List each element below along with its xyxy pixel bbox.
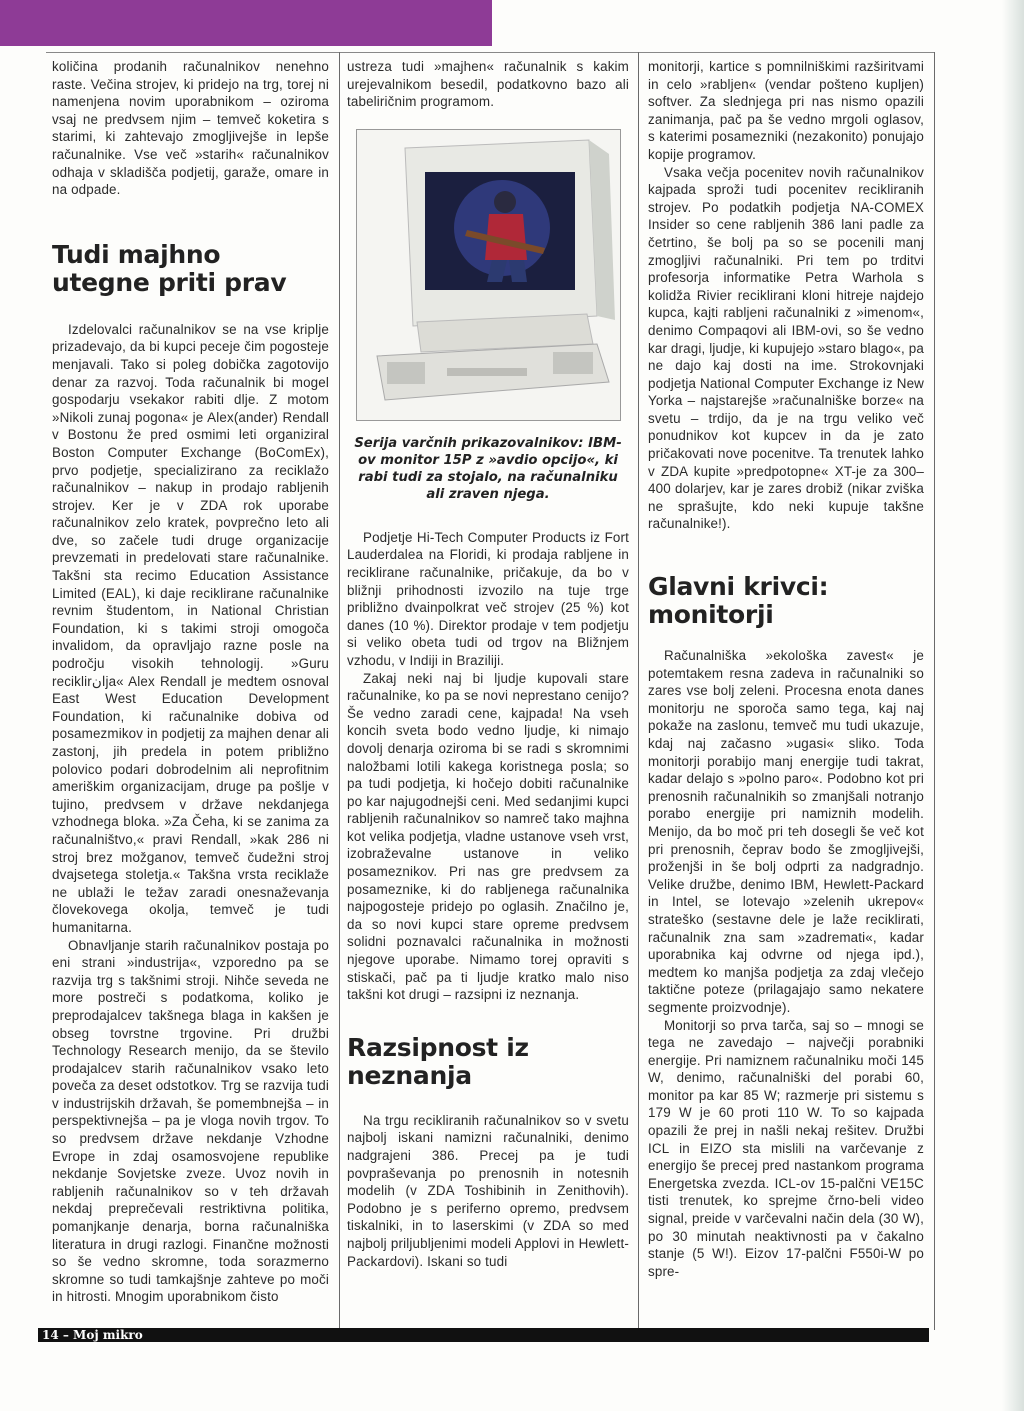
column-rule-right (934, 52, 935, 1330)
col2-paragraph-4: Na trgu recikliranih računalnikov so v svetu najbolj iskani namizni računalniki, denimo nadgrajeni 386. Precej pa je tudi povpraševanja po prenosnih in notesnih modelih (v ZDA Toshibinih in Zenithovih). Podobno je s periferno opremo, predvsem tiskalniki, in to laserskimi (v ZDA so med najbolj priljubljenimi modeli Applovi in Hewlett- Packardovi). Iskani so tudi (347, 1112, 629, 1269)
column-3 (648, 58, 924, 1280)
col2-paragraph-2: Podjetje Hi-Tech Computer Products iz Fort Lauderdalea na Floridi, ki prodaja rabljene in reciklirane računalnike, pričakuje, da bo v bližnji prihodnosti izvozilo na tuje trge približno dvainpolkrat več strojev (25 %) kot danes (10 %). Direktor prodaje v tem podjetju si veliko obeta tudi od trgov na Bližnjem vzhodu, v Indiji in Braziliji. (347, 529, 629, 668)
col3-paragraph-4: Monitorji so prva tarča, saj so – mnogi se tega ne zavedajo – največji porabniki energije. Pri namiznem računalniku moči 145 W, denimo, računalniški del porabi 60, monitor pa kar 85 W; razmerje pri sistemu s 179 W je 60 proti 110 W. To so kajpada opazili že prej in našli nekaj rešitev. Družbi ICL in EIZO sta mislili na varčevanje z energijo še precej pred nastankom programa Energetska zvezda. ICL-ov 15-palčni VE15C tisti trenutek, ko sprejme črno-beli video signal, preide v varčevalni način dela (30 W), po 30 minutah neaktivnosti pa v čakalno stanje (5 W!). Eizov 17-palčni F550i-W po spre- (648, 1017, 924, 1279)
page-footer-bar (38, 1328, 929, 1342)
column-1 (52, 58, 329, 1306)
page-edge-shadow (1002, 0, 1024, 1411)
page-footer-label: 14 – Moj mikro (42, 1328, 143, 1342)
col1-paragraph-1: količina prodanih računalnikov nenehno raste. Večina strojev, ki pridejo na trg, torej ni namenjena novim uporabnikom – oziroma vsaj ne predvsem njim – temveč koketira s starimi, ki zahtevajo zmogljivejše in lepše računalnike. Vse več »starih« računalnikov odhaja v skladišča podjetij, garaže, omare in na odpade. (52, 59, 329, 198)
photo-caption: Serija varčnih prikazovalnikov: IBM-ov monitor 15P z »avdio opcijo«, ki rabi tudi za stojalo, na računalniku ali zraven njega. (354, 435, 622, 502)
monitor-photo (356, 129, 621, 421)
column-rule-1 (339, 52, 340, 1330)
column-rule-2 (638, 52, 639, 1330)
section-heading-3: Glavni krivci: monitorji (648, 572, 829, 630)
monitor-illustration (357, 130, 620, 420)
col2-paragraph-1: ustreza tudi »majhen« računalnik s kakim urejevalnikom besedil, podatkovno bazo ali tabeliričnim programom. (347, 59, 629, 110)
col3-paragraph-1: monitorji, kartice s pomnilniškimi razširitvami in celo »rabljen« (vendar pošteno kupljen) softver. Za slednjega pri nas nismo opazili zanimanja, pač pa še vedno mrgoli oglasov, s katerimi posamezniki (nezakonito) ponujajo kopije programov. (648, 59, 924, 162)
col1-paragraph-3: Obnavljanje starih računalnikov postaja po eni strani »industrija«, vzporedno pa se razvija trg s takšnimi stroji. Nihče seveda ne more postreči s podatkoma, koliko je preprodajalcev takšnega blaga in kakšen je obseg tovrstne trgovine. Pri družbi Technology Research menijo, da se število prodajalcev starih računalnikov vsako leto poveča za deset odstotkov. Trg se razvija tudi v industrijskih državah, še pomembnejša – in perspektivnejša – pa je vloga novih trgov. To so predvsem države nekdanje Vzhodne Evrope in zdaj osamosvojene republike nekdanje Sovjetske zveze. Uvoz novih in rabljenih računalnikov so v teh državah nekdaj preprečevali restriktivna politika, pomanjkanje denarja, borna računalniška literatura in drugi razlogi. Finančne možnosti so še vedno skromne, toda sorazmerno skromne so tudi tamkajšnje zahteve po moči in hitrosti. Mnogim uporabnikom čisto (52, 937, 329, 1305)
top-rule (46, 52, 935, 53)
col2-paragraph-3: Zakaj neki naj bi ljudje kupovali stare računalnike, ko pa se novi neprestano cenijo? Še vedno zaradi cene, kajpada! Na vseh koncih sveta bodo vedno ljudje, ki nimajo dovolj denarja oziroma bi se radi s skromnimi naložbami lotili kakega koristnega posla; so pa tudi podjetja, ki hočejo dobiti računalnike po kar najugodnejši ceni. Med sedanjimi kupci rabljenih računalnikov so namreč tako majhna kot velika podjetja, vladne ustanove vseh vrst, izobraževalne ustanove in veliko posameznikov. Pri nas gre predvsem za posameznike, ki do rabljenega računalnika najpogosteje pridejo po oglasih. Značilno je, da so novi kupci stare opreme predvsem solidni poznavalci računalnika in možnosti njegove uporabe. Nimamo torej opraviti s stiskači, pač pa ti ljudje kratko malo niso takšni kot drugi – razsipni iz neznanja. (347, 670, 629, 1003)
col1-paragraph-2: Izdelovalci računalnikov se na vse kriplje prizadevajo, da bi kupci peceje čim pogosteje menjavali. Tako si poleg dobička zagotovijo denar za razvoj. Toda računalnik bi mogel gospodarju vsekakor rabiti dlje. Z motom »Nikoli zunaj pogona« je Alex(ander) Rendall v Bostonu že pred osmimi leti organiziral Boston Computer Exchange (BoComEx), prvo podjetje, specializirano za reciklažo računalnikov – nakup in prodajo rabljenih strojev. Ker je v ZDA rok uporabe računalnikov zelo kratek, povprečno leto ali dve, so začele tudi druge organizacije prevzemati in predelovati stare računalnike. Takšni sta recimo Education Assistance Limited (EAL), ki daje reciklirane računalnike revnim študentom, in National Christian Foundation, ki s takimi stroji omogoča invalidom, da opravljajo razne posle na področju visokih tehnologij. »Guru reciklirانja« Alex Rendall je medtem osnoval East West Education Development Foundation, ki računalnike dobiva od posamezmikov in podjetij za majhen denar ali zastonj, jih predela in potem približno polovico podari dobrodelnim ali neprofitnim ameriškim organizacijam, druge pa pošlje v tujino, predvsem v države nekdanjega vzhodnega bloka. »Za Čeha, ki se zanima za računalništvo,« pravi Rendall, »kak 286 ni stroj brez možganov, temveč čudežni stroj dvajsetega stoletja.« Takšna vrsta reciklaže ne ublaži le težav zaradi onesnaževanja človekovega okolja, temveč je tudi humanitarna. (52, 321, 329, 935)
column-2 (347, 58, 629, 1270)
col3-paragraph-3: Računalniška »ekološka zavest« je potemtakem resna zadeva in računalniki so zares vse bolj zeleni. Procesna enota danes monitorju ne sporoča samo tega, kaj naj pokaže na zaslonu, temveč mu tudi ukazuje, kdaj naj začasno »ugasi« sliko. Toda monitorji porabijo manj energije tudi takrat, kadar delajo s »polno paro«. Podobno kot pri prenosnih računalnikih so zmanjšali notranjo porabo energije pri namiznih modelih. Menijo, da bo moč pri teh dosegli še več kot pri prenosnih, čeprav bodo še zmogljivejši, proženjši in še bolj odprti za nadgradnjo. Velike družbe, denimo IBM, Hewlett-Packard in Intel, se lotevajo »zelenih ukrepov« strateško (sestavne dele je laže reciklirati, računalnik zna sam »zadremati«, kadar uporabnika kaj odvrne od njega ipd.), medtem ko manjša podjetja za zdaj vlečejo taktične poteze (prilagajajo samo nekatere segmente proizvodnje). (648, 648, 924, 1015)
section-heading-1: Tudi majhno utegne priti prav (52, 239, 287, 297)
col3-paragraph-2: Vsaka večja pocenitev novih računalnikov kajpada sproži tudi pocenitev recikliranih strojev. Po podatkih podjetja NA-COMEX Insider so cene rabljenih 386 lani padle za četrtino, še bolj pa so se pocenili manj zmogljivi računalniki. Pri tem po trditvi profesorja informatike Petra Warhola s kolidža Rivier reciklirani kloni hitreje najdejo kupca, kajti rabljeni računalniki z »imenom«, denimo Compaqovi ali IBM-ovi, so še vedno kar dragi, ljudje, ki kupujejo »staro blago«, pa ne dajo kaj dosti na ime. Strokovnjaki podjetja National Computer Exchange iz New Yorka – najstarejše »računalniške borze« na svetu – trdijo, da je na trgu veliko več ponudnikov kot kupcev in da je zato pričakovati nove pocenitve. Ta trenutek lahko v ZDA kupite »predpotopne« XT-je za 300–400 dolarjev, kar je zares drobiž (nikar zviška ne sprašujte, kdo neki kupuje takšne računalnike!). (648, 164, 924, 532)
top-color-band (0, 0, 492, 46)
section-heading-2: Razsipnost iz neznanja (347, 1032, 529, 1090)
